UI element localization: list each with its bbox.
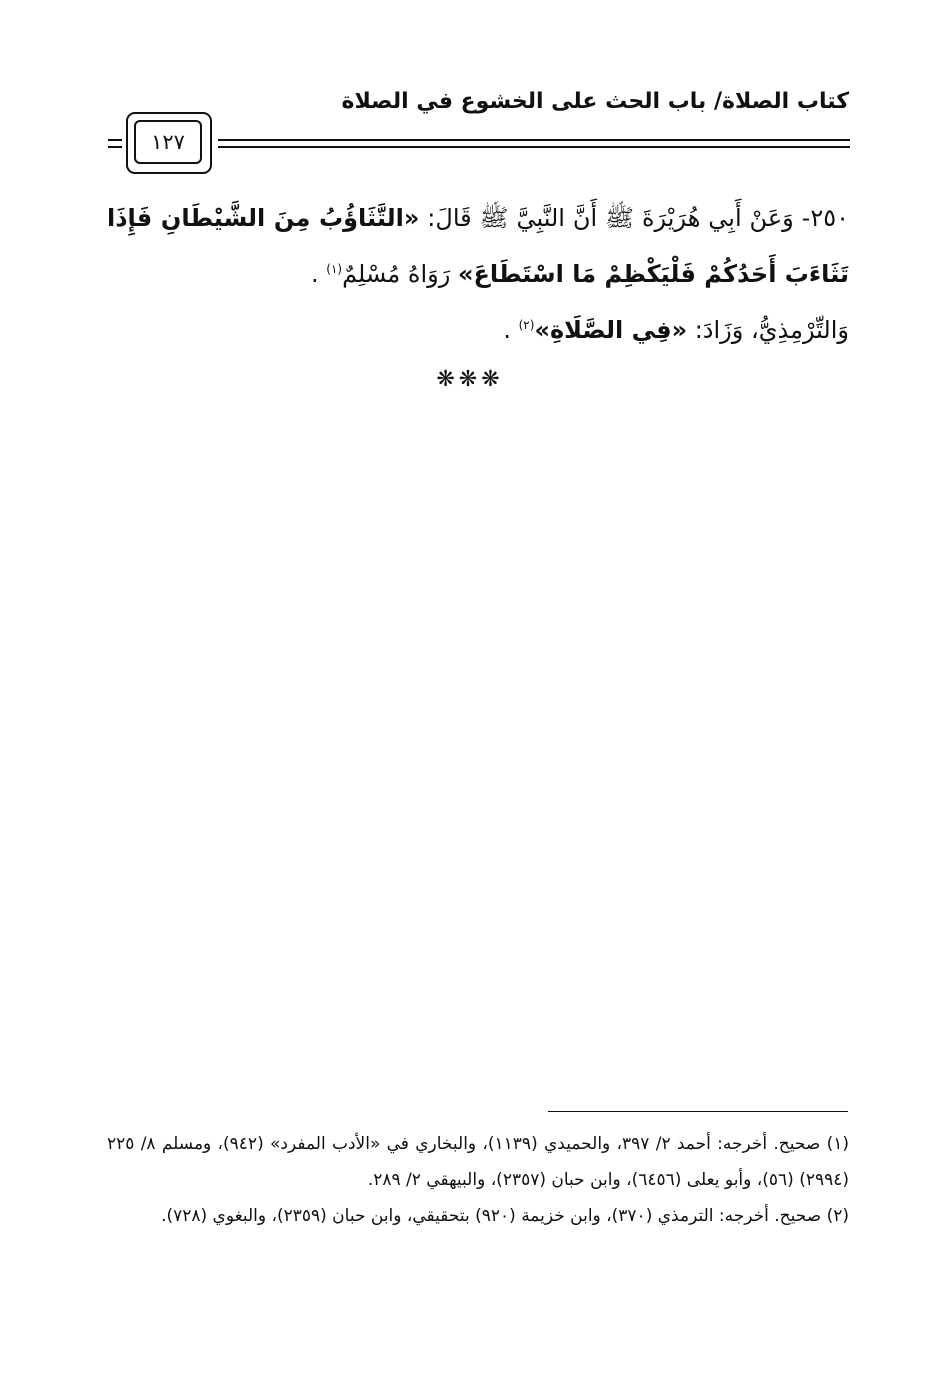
page-number-frame: [126, 112, 212, 174]
hadith-number-intro: ٢٥٠- وَعَنْ أَبِي هُرَيْرَةَ ﷺ أَنَّ النَّبِيَّ ﷺ قَالَ:: [419, 204, 849, 232]
footnote-separator: [548, 1111, 848, 1112]
header-rule-right-segment: [218, 139, 850, 148]
header-rule-left-segment: [108, 139, 122, 148]
hadith-addition-quote: «فِي الصَّلَاةِ»: [534, 316, 688, 344]
running-title: كتاب الصلاة/ باب الحث على الخشوع في الصلاة: [341, 89, 849, 114]
footnote-ref-2: (٢): [518, 318, 535, 332]
hadith-attribution: رَوَاهُ مُسْلِمٌ: [342, 260, 458, 288]
page-number: ١٢٧: [151, 130, 185, 154]
section-divider-ornament: ❋❋❋: [436, 367, 504, 392]
hadith-text: [107, 190, 849, 358]
hadith-attribution-end: .: [310, 260, 319, 288]
hadith-paragraph: [107, 190, 849, 302]
hadith-quote: «التَّثَاؤُبُ مِنَ الشَّيْطَانِ فَإِذَا تَثَاءَبَ أَحَدُكُمْ فَلْيَكْظِمْ مَا اسْتَطَاعَ»: [107, 204, 849, 288]
hadith-addition-intro: وَالتِّرْمِذِيُّ، وَزَادَ:: [687, 316, 849, 344]
header-rule: [108, 134, 850, 158]
footnote-2: (٢) صحيح. أخرجه: الترمذي (٣٧٠)، وابن خزيمة (٩٢٠) بتحقيقي، وابن حبان (٢٣٥٩)، والبغوي (٧٢٨).: [161, 1206, 849, 1226]
hadith-addition: [107, 302, 849, 358]
footnotes: [107, 1126, 849, 1234]
hadith-addition-end: .: [503, 316, 511, 344]
footnote-1: (١) صحيح. أخرجه: أحمد ٢/ ٣٩٧، والحميدي (١١٣٩)، والبخاري في «الأدب المفرد» (٩٤٢)، ومسلم ٨/ ٢٢٥ (٢٩٩٤) (٥٦)، وأبو يعلى (٦٤٥٦)، وابن حبان (٢٣٥٧)، والبيهقي ٢/ ٢٨٩.: [107, 1134, 849, 1190]
footnote-ref-1: (١): [326, 262, 343, 276]
